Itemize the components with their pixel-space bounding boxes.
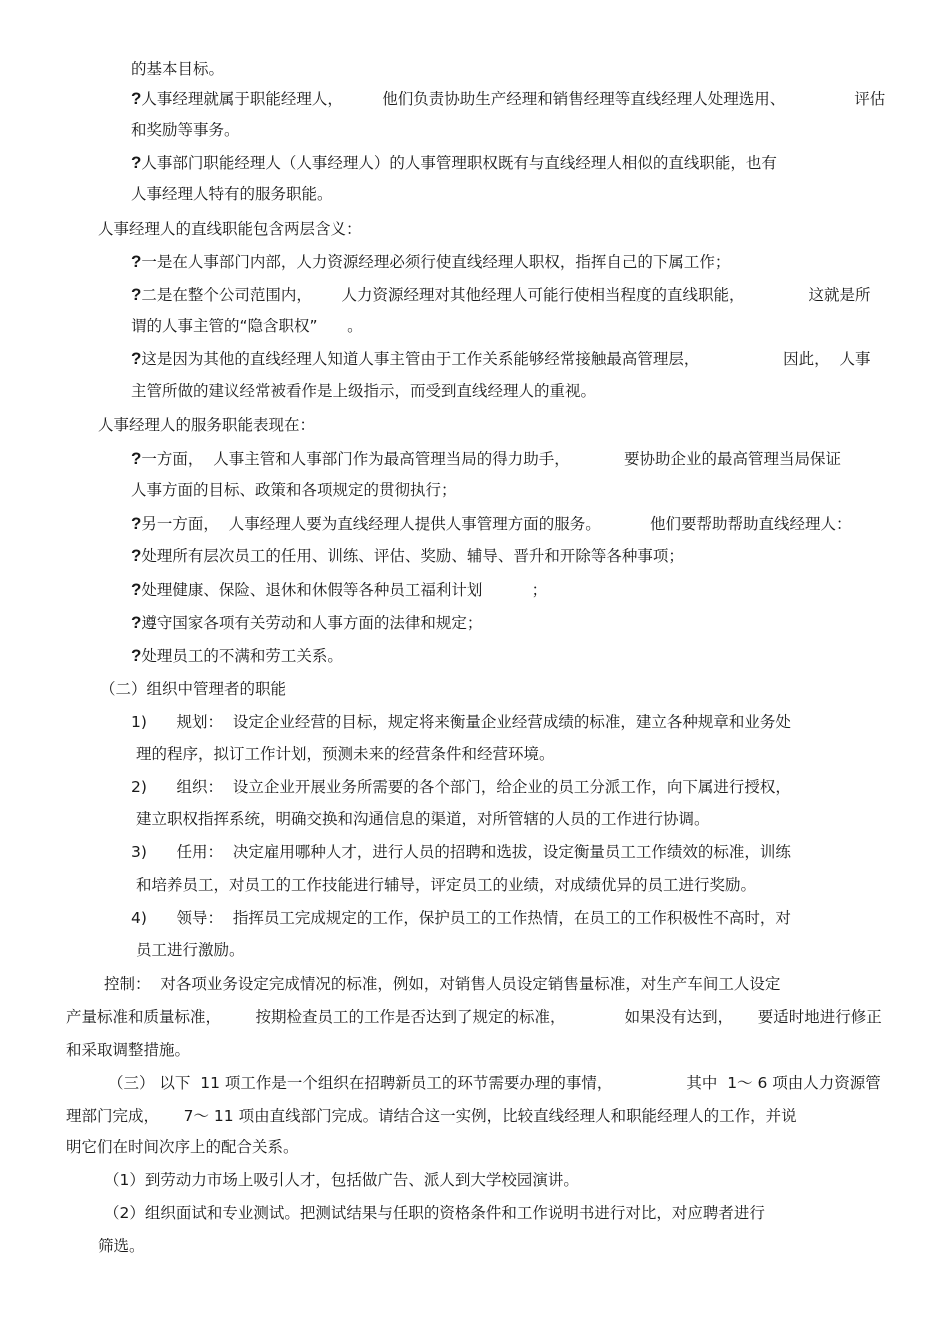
bullet-line — [131, 514, 852, 534]
line-text: 人事经理就属于职能经理人， 他们负责协助生产经理和销售经理等直线经理人处理选用、 评估 — [141, 90, 886, 108]
bullet-line — [131, 285, 871, 305]
line-text: 一是在人事部门内部，人力资源经理必须行使直线经理人职权，指挥自己的下属工作； — [141, 253, 731, 271]
text-line — [104, 974, 780, 994]
line-text: 2) 组织： 设立企业开展业务所需要的各个部门，给企业的员工分派工作，向下属进行授权， — [131, 778, 791, 796]
section-heading — [98, 219, 362, 239]
line-text: 另一方面， 人事经理人要为直线经理人提供人事管理方面的服务。 他们要帮助帮助直线经理人： — [141, 515, 852, 533]
text-line — [131, 381, 596, 401]
bullet-glyph: ? — [131, 252, 142, 271]
bullet-line — [131, 252, 730, 272]
line-text: 筛选。 — [98, 1237, 145, 1255]
text-line — [136, 875, 756, 895]
text-line — [131, 59, 224, 79]
line-text: 和采取调整措施。 — [66, 1041, 191, 1059]
line-text: 员工进行激励。 — [136, 941, 245, 959]
bullet-glyph: ? — [131, 514, 142, 533]
line-text: 明它们在时间次序上的配合关系。 — [66, 1138, 299, 1156]
numbered-item — [131, 908, 791, 928]
line-text: 一方面， 人事主管和人事部门作为最高管理当局的得力助手， 要协助企业的最高管理当局保证 — [141, 450, 841, 468]
text-line — [136, 940, 245, 960]
bullet-glyph: ? — [131, 613, 142, 632]
line-text: 和培养员工，对员工的工作技能进行辅导，评定员工的业绩，对成绩优异的员工进行奖励。 — [136, 876, 757, 894]
line-text: 处理员工的不满和劳工关系。 — [141, 647, 343, 665]
text-line — [66, 1040, 190, 1060]
line-text: 1) 规划： 设定企业经营的目标，规定将来衡量企业经营成绩的标准，建立各种规章和业务处 — [131, 713, 791, 731]
line-text: 人事部门职能经理人（人事经理人）的人事管理职权既有与直线经理人相似的直线职能，也有 — [141, 154, 777, 172]
bullet-glyph: ? — [131, 580, 142, 599]
bullet-glyph: ? — [131, 349, 142, 368]
bullet-glyph: ? — [131, 449, 142, 468]
line-text: 和奖励等事务。 — [131, 121, 240, 139]
text-line — [66, 1007, 882, 1027]
bullet-glyph: ? — [131, 153, 142, 172]
text-line — [131, 184, 333, 204]
line-text: 的基本目标。 — [131, 60, 225, 78]
bullet-line — [131, 89, 885, 109]
line-text: 主管所做的建议经常被看作是上级指示，而受到直线经理人的重视。 — [131, 382, 597, 400]
text-line — [66, 1106, 797, 1126]
bullet-line — [131, 580, 547, 600]
text-line — [131, 120, 240, 140]
bullet-glyph: ? — [131, 285, 142, 304]
line-text: 处理所有层次员工的任用、训练、评估、奖励、辅导、晋升和开除等各种事项； — [141, 547, 684, 565]
line-text: 建立职权指挥系统，明确交换和沟通信息的渠道，对所管辖的人员的工作进行协调。 — [136, 810, 710, 828]
line-text: 处理健康、保险、退休和休假等各种员工福利计划 ； — [141, 581, 548, 599]
bullet-line — [131, 613, 482, 633]
numbered-item — [131, 842, 791, 862]
line-text: （二）组织中管理者的职能 — [100, 680, 287, 698]
bullet-glyph: ? — [131, 546, 142, 565]
bullet-line — [131, 153, 777, 173]
bullet-line — [131, 646, 343, 666]
text-line — [136, 744, 555, 764]
line-text: 人事方面的目标、政策和各项规定的贯彻执行； — [131, 481, 457, 499]
line-text: 产量标准和质量标准， 按期检查员工的工作是否达到了规定的标准， 如果没有达到， 要适时地进行修正 — [66, 1008, 882, 1026]
bullet-line — [131, 546, 684, 566]
bullet-glyph: ? — [131, 89, 142, 108]
line-text: 谓的人事主管的“隐含职权” 。 — [131, 317, 363, 335]
line-text: 控制： 对各项业务设定完成情况的标准，例如，对销售人员设定销售量标准，对生产车间工人设定 — [104, 975, 781, 993]
numbered-item — [131, 777, 791, 797]
section-heading — [100, 679, 286, 699]
line-text: （2）组织面试和专业测试。把测试结果与任职的资格条件和工作说明书进行对比，对应聘者进行 — [104, 1204, 765, 1222]
section-heading — [98, 415, 315, 435]
section-heading — [108, 1073, 881, 1093]
text-line — [98, 1236, 145, 1256]
line-text: 3) 任用： 决定雇用哪种人才，进行人员的招聘和选拔，设定衡量员工工作绩效的标准，训练 — [131, 843, 791, 861]
numbered-item — [131, 712, 791, 732]
line-text: 二是在整个公司范围内， 人力资源经理对其他经理人可能行使相当程度的直线职能， 这就是所 — [141, 286, 871, 304]
line-text: 这是因为其他的直线经理人知道人事主管由于工作关系能够经常接触最高管理层， 因此， 人事 — [141, 350, 871, 368]
line-text: （1）到劳动力市场上吸引人才，包括做广告、派人到大学校园演讲。 — [104, 1171, 579, 1189]
line-text: 4) 领导： 指挥员工完成规定的工作，保护员工的工作热情，在员工的工作积极性不高时，对 — [131, 909, 791, 927]
line-text: 遵守国家各项有关劳动和人事方面的法律和规定； — [141, 614, 483, 632]
text-line — [131, 480, 457, 500]
numbered-item — [104, 1203, 765, 1223]
line-text: 人事经理人的服务职能表现在： — [98, 416, 316, 434]
line-text: 理的程序，拟订工作计划，预测未来的经营条件和经营环境。 — [136, 745, 555, 763]
bullet-line — [131, 349, 871, 369]
text-line — [136, 809, 710, 829]
bullet-line — [131, 449, 841, 469]
text-line — [66, 1137, 299, 1157]
text-line — [131, 316, 363, 336]
line-text: 人事经理人特有的服务职能。 — [131, 185, 333, 203]
line-text: 人事经理人的直线职能包含两层含义： — [98, 220, 362, 238]
numbered-item — [104, 1170, 579, 1190]
bullet-glyph: ? — [131, 646, 142, 665]
line-text: 理部门完成， 7～ 11 项由直线部门完成。请结合这一实例，比较直线经理人和职能经理人的工作，并说 — [66, 1107, 797, 1125]
line-text: （三） 以下 11 项工作是一个组织在招聘新员工的环节需要办理的事情， 其中 1～ 6 项由人力资源管 — [108, 1074, 881, 1092]
